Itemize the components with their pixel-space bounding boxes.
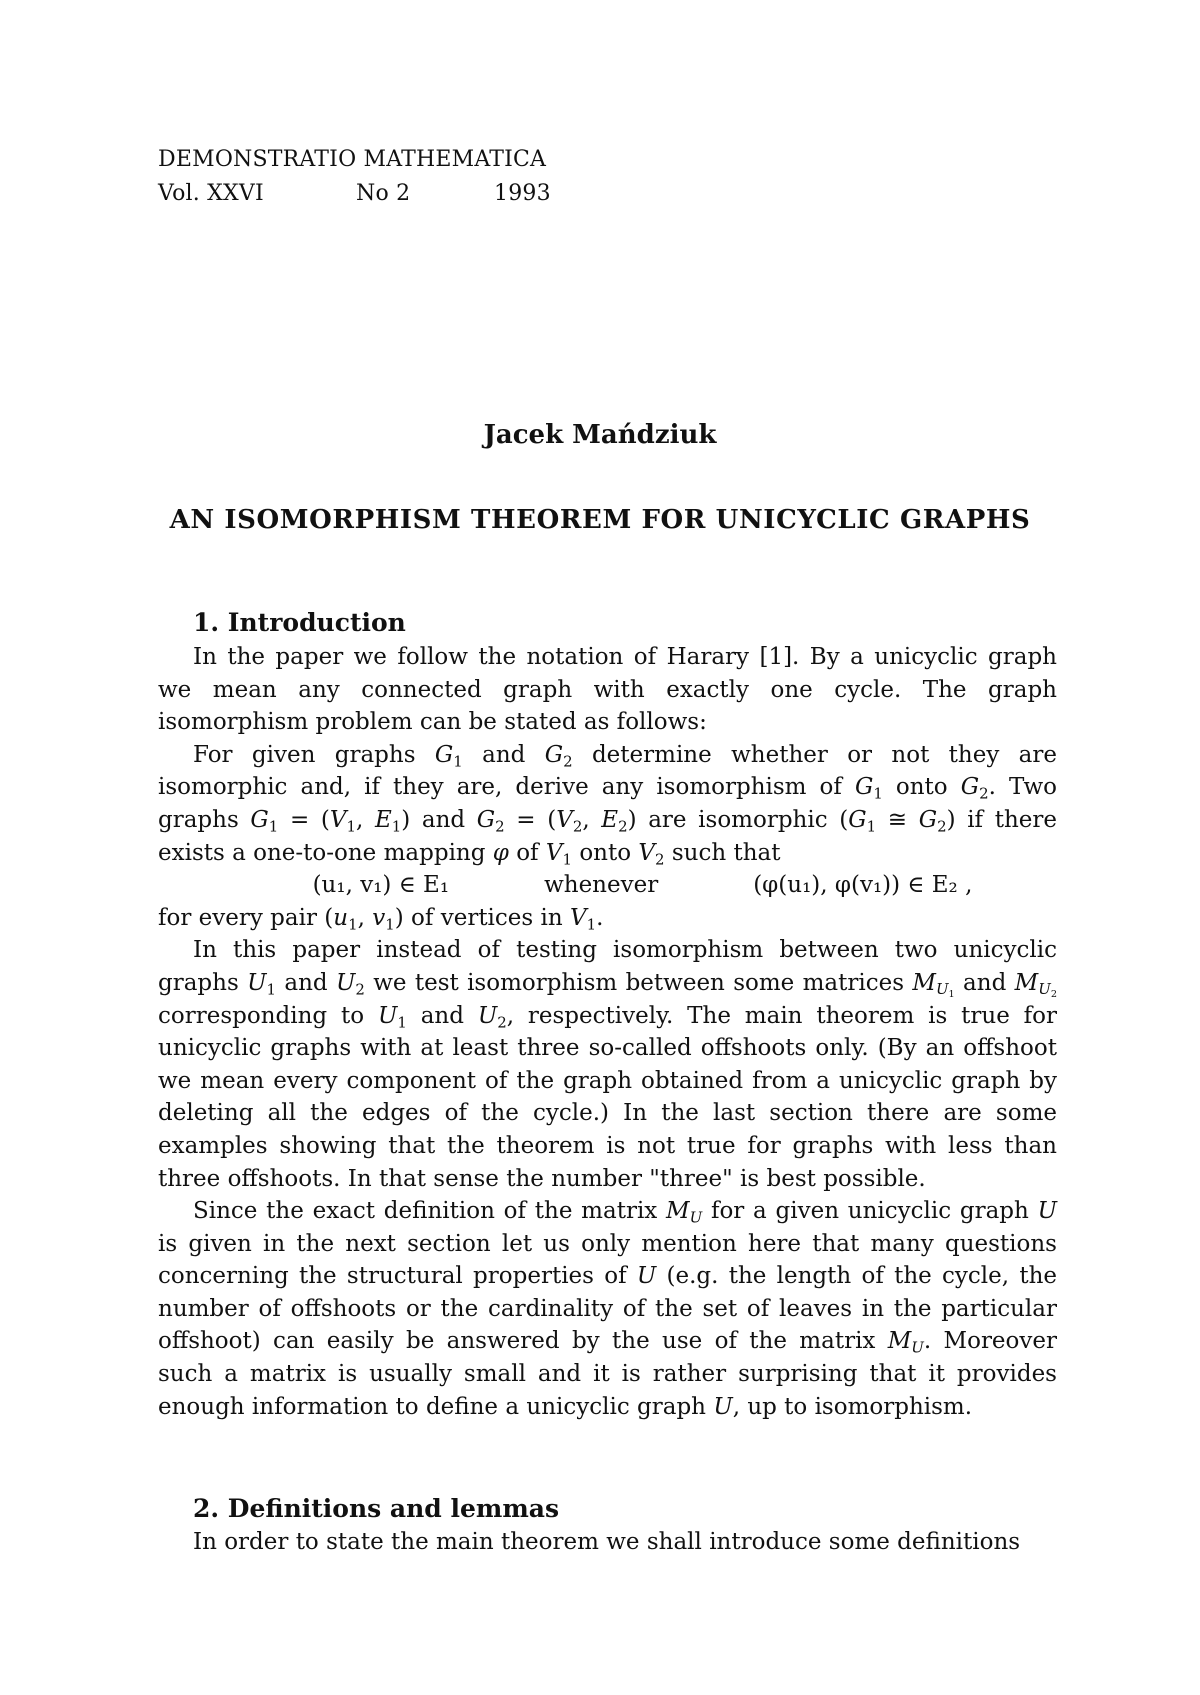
intro-paragraph-1: In the paper we follow the notation of Harary [1]. By a unicyclic graph we mean any connected graph with exactly one cycle. The graph isomorphism problem can be stated as follows: — [158, 644, 1057, 736]
journal-header — [158, 143, 551, 211]
definitions-body — [158, 1526, 1057, 1559]
paper-title: AN ISOMORPHISM THEOREM FOR UNICYCLIC GRAPHS — [169, 505, 1031, 535]
introduction-body — [158, 641, 1057, 1423]
journal-volume: Vol. XXVI — [158, 181, 264, 206]
journal-name: DEMONSTRATIO MATHEMATICA — [158, 147, 547, 172]
intro-paragraph-5: Since the exact definition of the matrix $M_U$ for a given unicyclic graph U is given in the next section let us only mention here that many questions concerning the structural properties of U (e.g. the length of the cycle, the number of offshoots or the cardinality of the set of leaves in the particular offshoot) can easily be answered by the use of the matrix $M_U$. Moreover such a matrix is usually small and it is rather surprising that it provides enough information to define a unicyclic graph U, up to isomorphism. — [158, 1198, 1058, 1420]
display-equation — [158, 869, 1057, 902]
equation-right: (φ(u₁), φ(v₁)) ∈ E₂ , — [753, 872, 973, 899]
section-heading-definitions: 2. Definitions and lemmas — [193, 1494, 560, 1523]
section-heading-introduction: 1. Introduction — [193, 608, 406, 637]
author-name: Jacek Mańdziuk — [483, 420, 717, 450]
journal-year: 1993 — [494, 181, 551, 206]
equation-left: (u₁, v₁) ∈ E₁ — [312, 872, 450, 899]
equation-whenever: whenever — [544, 872, 659, 899]
intro-paragraph-3: for every pair ($u_1$, $v_1$) of vertices in $V_1$. — [158, 904, 604, 934]
intro-paragraph-4: In this paper instead of testing isomorphism between two unicyclic graphs $U_1$ and $U_2$ we test isomorphism between some matrices $M_{U_1}$ and $M_{U_2}$ corresponding to $U_1$ and $U_2$, respectively. The main theorem is true for unicyclic graphs with at least three so-called offshoots only. (By an offshoot we mean every component of the graph obtained from a unicyclic graph by deleting all the edges of the cycle.) In the last section there are some examples showing that the theorem is not true for graphs with less than three offshoots. In that sense the number "three" is best possible. — [158, 937, 1058, 1192]
definitions-paragraph-1: In order to state the main theorem we shall introduce some definitions — [193, 1529, 1021, 1555]
issue-line — [158, 177, 551, 211]
journal-number: No 2 — [356, 181, 411, 206]
intro-paragraph-2: For given graphs $G_1$ and $G_2$ determine whether or not they are isomorphic and, if they are, derive any isomorphism of $G_1$ onto $G_2$. Two graphs $G_1 = (V_1$, $E_1$) and $G_2 = (V_2$, $E_2$) are isomorphic ($G_1$ ≅ $G_2$) if there exists a one-to-one mapping φ of $V_1$ onto $V_2$ such that — [158, 741, 1057, 869]
